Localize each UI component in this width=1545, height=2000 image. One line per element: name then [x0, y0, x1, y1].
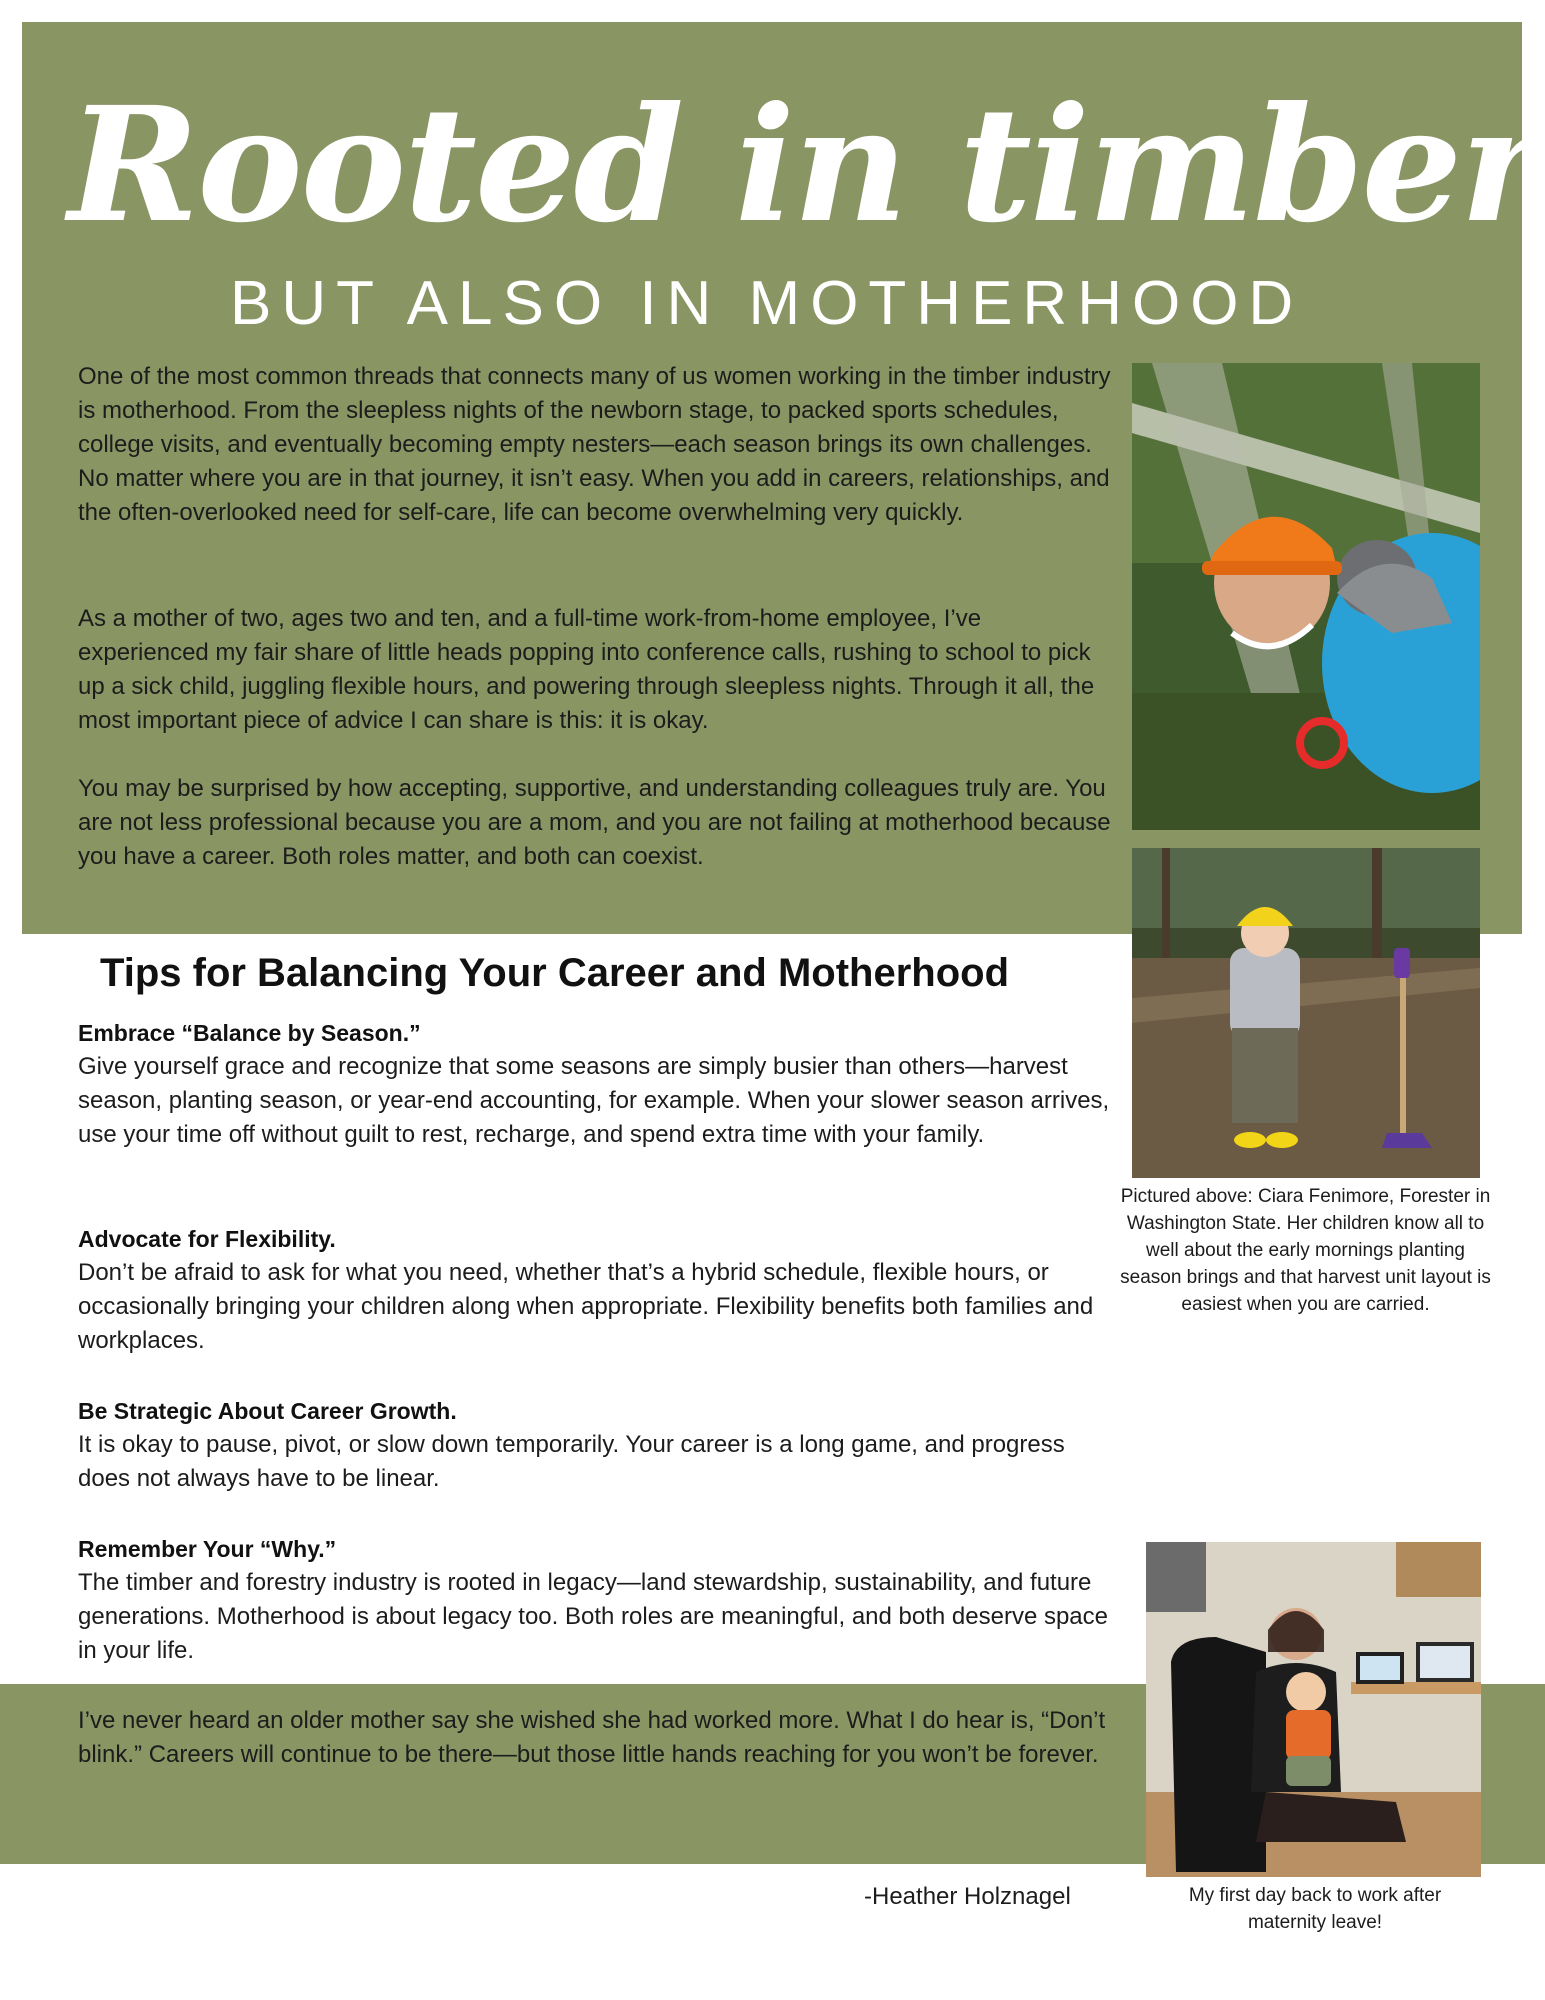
tip-title: Advocate for Flexibility.	[78, 1226, 336, 1252]
caption-back-to-work: My first day back to work after maternity leave!	[1188, 1885, 1442, 1933]
tip-remember-why	[78, 1532, 1118, 1668]
tip-balance-by-season	[78, 1016, 1118, 1152]
tip-body: Don’t be afraid to ask for what you need, whether that’s a hybrid schedule, flexible hours, or occasionally bringing your children along when appropriate. Flexibility benefits both families and workplaces.	[78, 1259, 1094, 1354]
caption-pictured-above: Pictured above: Ciara Fenimore, Forester in Washington State. Her children know all to well about the early mornings planting season brings and that harvest unit layout is easiest when you are carried.	[1120, 1186, 1491, 1315]
tip-title: Embrace “Balance by Season.”	[78, 1020, 421, 1046]
tip-flexibility	[78, 1222, 1118, 1358]
tip-career-growth	[78, 1394, 1118, 1496]
intro-paragraph-2: As a mother of two, ages two and ten, and a full-time work-from-home employee, I’ve experienced my fair share of little heads popping into conference calls, rushing to school to pick up a sick child, juggling flexible hours, and powering through sleepless nights. Through it all, the most important piece of advice I can share is this: it is okay.	[78, 605, 1095, 734]
author-signature: -Heather Holznagel	[864, 1883, 1071, 1910]
photo-forester-hardhat	[1132, 363, 1480, 830]
intro-paragraph-3: You may be surprised by how accepting, supportive, and understanding colleagues truly are. You are not less professional because you are a mom, and you are not failing at motherhood because you have a career. Both roles matter, and both can coexist.	[78, 775, 1111, 870]
intro-paragraph-1: One of the most common threads that connects many of us women working in the timber industry is motherhood. From the sleepless nights of the newborn stage, to packed sports schedules, college visits, and eventually becoming empty nesters—each season brings its own challenges. No matter where you are in that journey, it isn’t easy. When you add in careers, relationships, and the often-overlooked need for self-care, life can become overwhelming very quickly.	[78, 363, 1111, 526]
tip-title: Be Strategic About Career Growth.	[78, 1398, 457, 1424]
tip-body: Give yourself grace and recognize that some seasons are simply busier than others—harvest season, planting season, or year-end accounting, for example. When your slower season arrives, use your time off without guilt to rest, recharge, and spend extra time with your family.	[78, 1053, 1110, 1148]
page-subtitle: BUT ALSO IN MOTHERHOOD	[230, 269, 1304, 338]
tip-body: It is okay to pause, pivot, or slow down temporarily. Your career is a long game, and progress does not always have to be linear.	[78, 1431, 1065, 1492]
tip-title: Remember Your “Why.”	[78, 1536, 337, 1562]
closing-paragraph: I’ve never heard an older mother say she wished she had worked more. What I do hear is, “Don’t blink.” Careers will continue to be there—but those little hands reaching for you won’t be forever.	[78, 1707, 1106, 1768]
tips-heading: Tips for Balancing Your Career and Motherhood	[100, 951, 1010, 995]
page-title: Rooted in timber	[68, 73, 1542, 258]
photo-office-with-baby	[1146, 1542, 1481, 1877]
photo-child-in-forest	[1132, 848, 1480, 1178]
tip-body: The timber and forestry industry is rooted in legacy—land stewardship, sustainability, and future generations. Motherhood is about legacy too. Both roles are meaningful, and both deserve space in your life.	[78, 1569, 1108, 1664]
